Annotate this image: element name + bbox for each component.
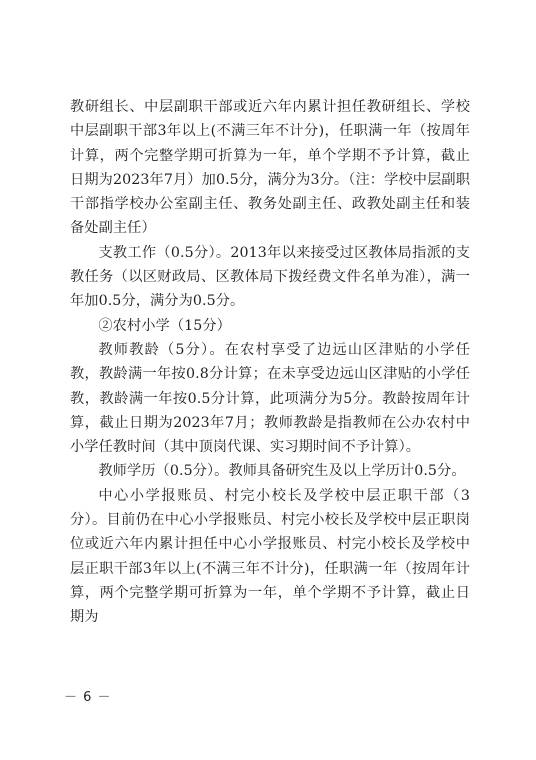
document-body (70, 95, 470, 630)
paragraph-teaching-group-leader: 教研组长、中层副职干部或近六年内累计担任教研组长、学校中层副职干部3年以上(不满三年不计分)，任职满一年（按周年计算，两个完整学期可折算为一年，单个学期不予计算，截止日期为2023年7月）加0.5分，满分为3分。（注：学校中层副职干部指学校办公室副主任、教务处副主任、政教处副主任和装备处副主任） (70, 99, 470, 237)
paragraph-central-school-leader: 中心小学报账员、村完小校长及学校中层正职干部（3分）。目前仍在中心小学报账员、村完小校长及学校中层正职岗位或近六年内累计担任中心小学报账员、村完小校长及学校中层正职干部3年以上(不满三年不计分)，任职满一年（按周年计算，两个完整学期可折算为一年，单个学期不予计算，截止日期为 (70, 487, 470, 626)
section-heading-rural-primary: ②农村小学（15分） (98, 317, 231, 334)
paragraph-education-degree: 教师学历（0.5分）。教师具备研究生及以上学历计0.5分。 (98, 463, 466, 480)
paragraph-support-teaching: 支教工作（0.5分）。2013年以来接受过区教体局指派的支教任务（以区财政局、区教体局下拨经费文件名单为准），满一年加0.5分，满分为0.5分。 (70, 244, 470, 310)
page-number: － 6 － (64, 690, 112, 705)
paragraph-teaching-years: 教师教龄（5分）。在农村享受了边远山区津贴的小学任教，教龄满一年按0.8分计算；在未享受边远山区津贴的小学任教，教龄满一年按0.5分计算，此项满分为5分。教龄按周年计算，截止日期为2023年7月；教师教龄是指教师在公办农村中小学任教时间（其中顶岗代课、实习期时间不予计算）。 (70, 341, 470, 456)
